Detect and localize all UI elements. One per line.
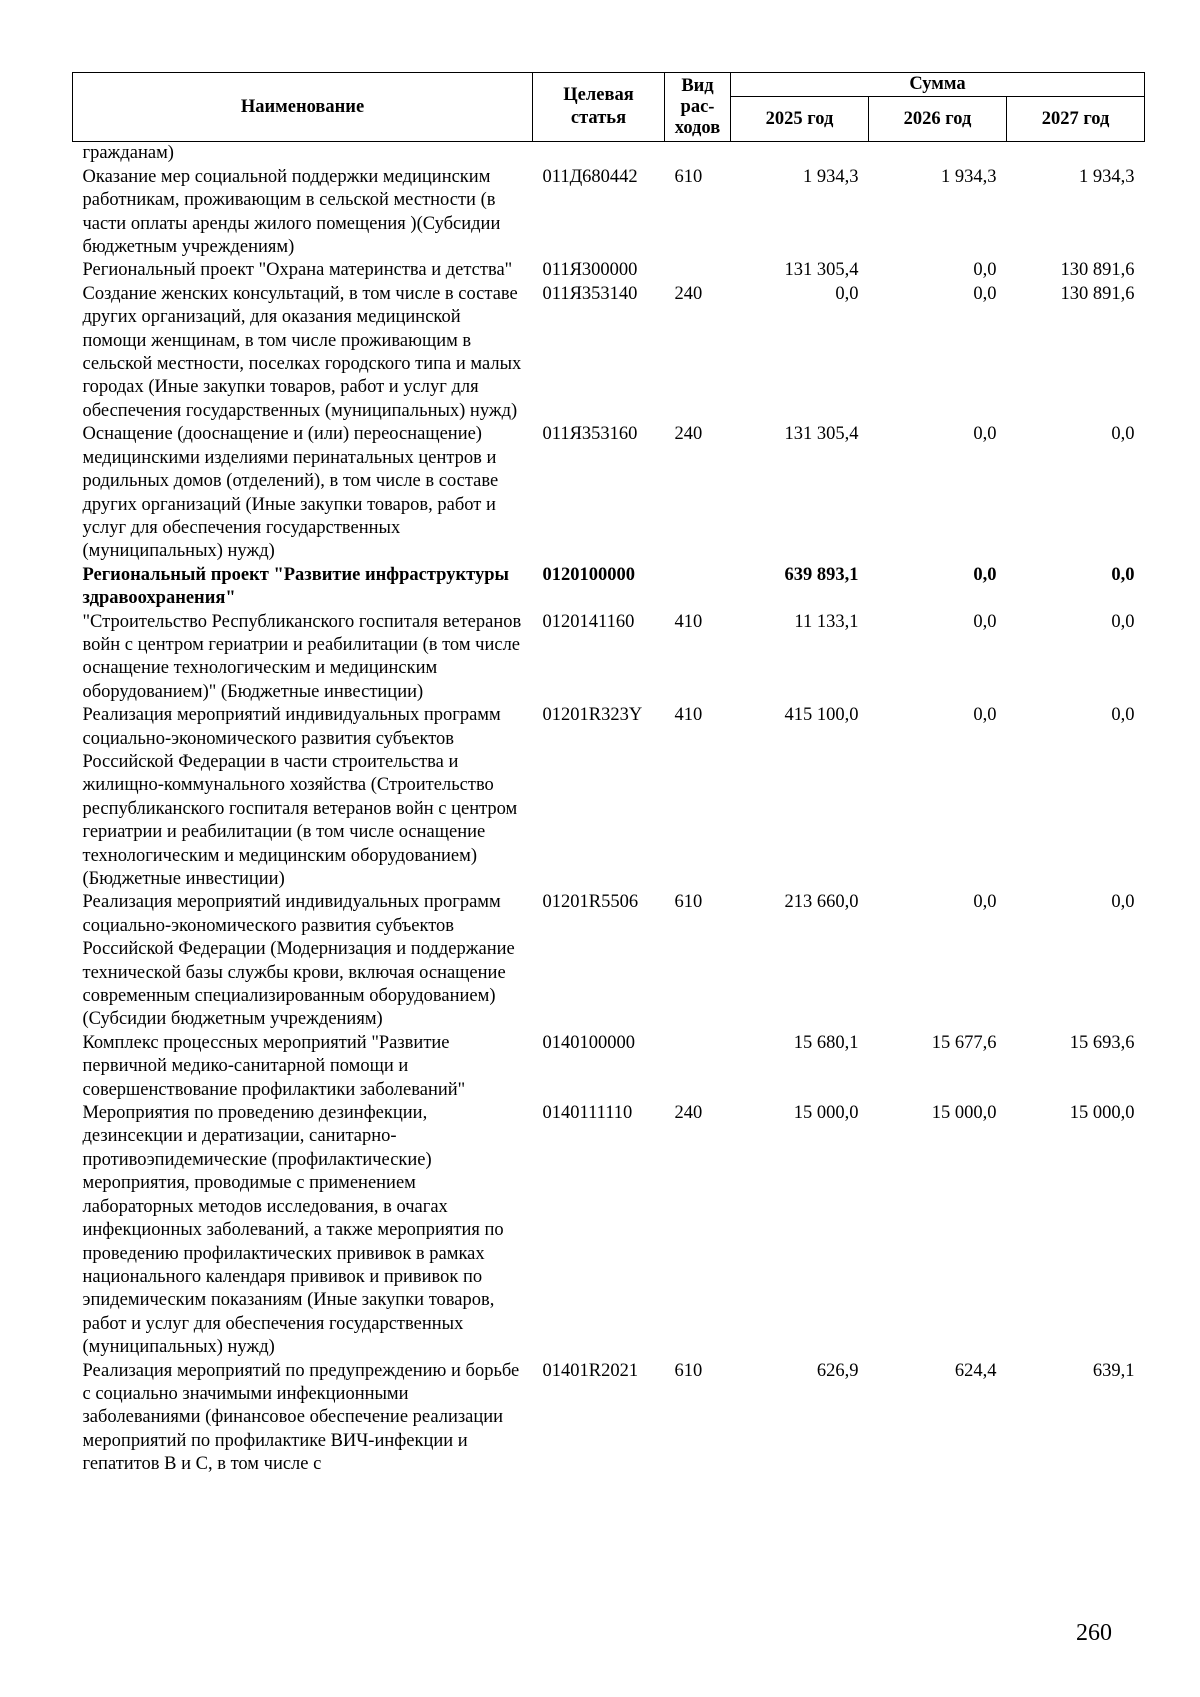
row-vid-cell: 240 bbox=[674, 283, 703, 304]
header-vid: Вид рас- ходов bbox=[665, 73, 731, 142]
row-name-cell: Оказание мер социальной поддержки медицинским работникам, проживающим в сельской местности (в части оплаты аренды жилого помещения )(Субсидии бюджетным учреждениям) bbox=[82, 166, 501, 258]
row-code-cell: 0120100000 bbox=[542, 564, 635, 585]
table-header bbox=[73, 73, 1145, 142]
row-code-cell: 01401R2021 bbox=[542, 1360, 639, 1381]
row-name-cell: Оснащение (дооснащение и (или) переоснащение) медицинскими изделиями перинатальных центров и родильных домов (отделений), в том числе в составе других организаций (Иные закупки товаров, работ и услуг для обеспечения государственных (муниципальных) нужд) bbox=[82, 424, 499, 562]
row-code-cell: 0120141160 bbox=[542, 611, 635, 632]
row-code-cell: 01201R323Y bbox=[542, 705, 643, 726]
row-2027-cell: 15 693,6 bbox=[1069, 1032, 1135, 1053]
row-code-cell bbox=[533, 142, 665, 166]
row-vid-cell: 610 bbox=[674, 1360, 703, 1381]
row-2026-cell: 0,0 bbox=[973, 705, 997, 726]
row-name-cell: Мероприятия по проведению дезинфекции, дезинсекции и дератизации, санитарно-противоэпидемические (профилактические) мероприятия, проводимые с применением лабораторных методов исследования, в очагах инфекционных заболеваний, а также мероприятия по проведению профилактических прививок в рамках национального календаря прививок и прививок по эпидемическим показаниям (Иные закупки товаров, работ и услуг для обеспечения государственных (муниципальных) нужд) bbox=[82, 1103, 504, 1358]
header-name: Наименование bbox=[73, 73, 533, 142]
table-row bbox=[73, 283, 1145, 423]
row-vid-cell bbox=[665, 564, 731, 611]
row-2027-cell: 15 000,0 bbox=[1069, 1103, 1135, 1124]
row-2027-cell: 0,0 bbox=[1111, 564, 1135, 585]
table-row bbox=[73, 704, 1145, 891]
table-body bbox=[73, 142, 1145, 1477]
header-2026: 2026 год bbox=[869, 97, 1007, 142]
table-row bbox=[73, 259, 1145, 282]
row-2027-cell: 639,1 bbox=[1092, 1360, 1135, 1381]
row-2027-cell: 1 934,3 bbox=[1079, 166, 1135, 187]
row-vid-cell: 410 bbox=[674, 611, 703, 632]
budget-table bbox=[72, 72, 1145, 1477]
row-2026-cell: 15 000,0 bbox=[931, 1103, 997, 1124]
header-code: Целевая статья bbox=[533, 73, 665, 142]
row-name-cell: Региональный проект "Охрана материнства и детства" bbox=[82, 260, 513, 281]
row-code-cell: 011Я353160 bbox=[542, 424, 638, 445]
row-2025-cell: 15 000,0 bbox=[793, 1103, 859, 1124]
table-row bbox=[73, 1360, 1145, 1477]
row-name-cell: Реализация мероприятий индивидуальных программ социально-экономического развития субъектов Российской Федерации (Модернизация и поддержание технической базы службы крови, включая оснащение современным специализированным оборудованием) (Субсидии бюджетным учреждениям) bbox=[82, 892, 515, 1030]
row-code-cell: 011Я300000 bbox=[542, 260, 638, 281]
row-name-cell: Реализация мероприятий по предупреждению и борьбе с социально значимыми инфекционными заболеваниями (финансовое обеспечение реализации мероприятий по профилактике ВИЧ-инфекции и гепатитов B и C, в том числе с bbox=[82, 1360, 520, 1475]
row-vid-cell bbox=[665, 142, 731, 166]
row-2027-cell: 130 891,6 bbox=[1060, 283, 1135, 304]
row-vid-cell bbox=[665, 259, 731, 282]
row-2026-cell: 15 677,6 bbox=[931, 1032, 997, 1053]
row-2025-cell: 415 100,0 bbox=[784, 705, 859, 726]
row-2027-cell: 0,0 bbox=[1111, 705, 1135, 726]
row-vid-cell: 240 bbox=[674, 424, 703, 445]
row-2027-cell: 0,0 bbox=[1111, 424, 1135, 445]
row-vid-cell bbox=[665, 1032, 731, 1102]
row-2026-cell: 1 934,3 bbox=[941, 166, 997, 187]
row-2026-cell bbox=[869, 142, 1007, 166]
header-sum: Сумма bbox=[731, 73, 1145, 97]
row-2027-cell: 0,0 bbox=[1111, 611, 1135, 632]
row-code-cell: 01201R5506 bbox=[542, 892, 639, 913]
row-2025-cell: 213 660,0 bbox=[784, 892, 859, 913]
row-2027-cell bbox=[1007, 142, 1145, 166]
row-2025-cell: 131 305,4 bbox=[784, 260, 859, 281]
row-name-cell: Реализация мероприятий индивидуальных программ социально-экономического развития субъектов Российской Федерации в части строительства и жилищно-коммунального хозяйства (Строительство республиканского госпиталя ветеранов войн с центром гериатрии и реабилитации (в том числе оснащение технологическим и медицинским оборудованием) (Бюджетные инвестиции) bbox=[82, 705, 518, 889]
row-code-cell: 0140111110 bbox=[542, 1103, 633, 1124]
row-2026-cell: 0,0 bbox=[973, 564, 997, 585]
row-2025-cell: 639 893,1 bbox=[784, 564, 859, 585]
row-2026-cell: 0,0 bbox=[973, 892, 997, 913]
row-2027-cell: 130 891,6 bbox=[1060, 260, 1135, 281]
header-2027: 2027 год bbox=[1007, 97, 1145, 142]
table-row bbox=[73, 564, 1145, 611]
row-vid-cell: 610 bbox=[674, 892, 703, 913]
row-vid-cell: 610 bbox=[674, 166, 703, 187]
row-2025-cell: 11 133,1 bbox=[794, 611, 859, 632]
row-name-cell: Комплекс процессных мероприятий "Развитие первичной медико-санитарной помощи и совершенствование профилактики заболеваний" bbox=[82, 1032, 466, 1100]
header-2025: 2025 год bbox=[731, 97, 869, 142]
row-2026-cell: 0,0 bbox=[973, 260, 997, 281]
row-code-cell: 011Я353140 bbox=[542, 283, 638, 304]
page-number: 260 bbox=[1076, 1620, 1112, 1646]
row-code-cell: 011Д680442 bbox=[542, 166, 638, 187]
row-code-cell: 0140100000 bbox=[542, 1032, 635, 1053]
table-row bbox=[73, 611, 1145, 705]
row-2026-cell: 0,0 bbox=[973, 424, 997, 445]
row-name-cell: "Строительство Республиканского госпиталя ветеранов войн с центром гериатрии и реабилитации (в том числе оснащение технологическим и медицинским оборудованием)" (Бюджетные инвестиции) bbox=[82, 611, 522, 702]
row-name-cell: Создание женских консультаций, в том числе в составе других организаций, для оказания медицинской помощи женщинам, в том числе проживающим в сельской местности, поселках городского типа и малых городах (Иные закупки товаров, работ и услуг для обеспечения государственных (муниципальных) нужд) bbox=[82, 283, 522, 421]
table-row bbox=[73, 423, 1145, 563]
row-vid-cell: 410 bbox=[674, 705, 703, 726]
table-row bbox=[73, 166, 1145, 260]
row-2026-cell: 0,0 bbox=[973, 283, 997, 304]
table-row bbox=[73, 1032, 1145, 1102]
document-page bbox=[72, 72, 1144, 1477]
table-row bbox=[73, 1102, 1145, 1359]
row-vid-cell: 240 bbox=[674, 1103, 703, 1124]
row-2025-cell: 131 305,4 bbox=[784, 424, 859, 445]
row-2025-cell: 1 934,3 bbox=[803, 166, 859, 187]
row-2026-cell: 624,4 bbox=[954, 1360, 997, 1381]
row-2025-cell: 0,0 bbox=[835, 283, 859, 304]
table-row bbox=[73, 142, 1145, 166]
table-row bbox=[73, 891, 1145, 1031]
row-2025-cell bbox=[731, 142, 869, 166]
row-2025-cell: 626,9 bbox=[816, 1360, 859, 1381]
row-name-cell: гражданам) bbox=[82, 143, 174, 164]
row-2025-cell: 15 680,1 bbox=[793, 1032, 859, 1053]
row-2026-cell: 0,0 bbox=[973, 611, 997, 632]
row-name-cell: Региональный проект "Развитие инфраструктуры здравоохранения" bbox=[82, 564, 509, 609]
row-2027-cell: 0,0 bbox=[1111, 892, 1135, 913]
